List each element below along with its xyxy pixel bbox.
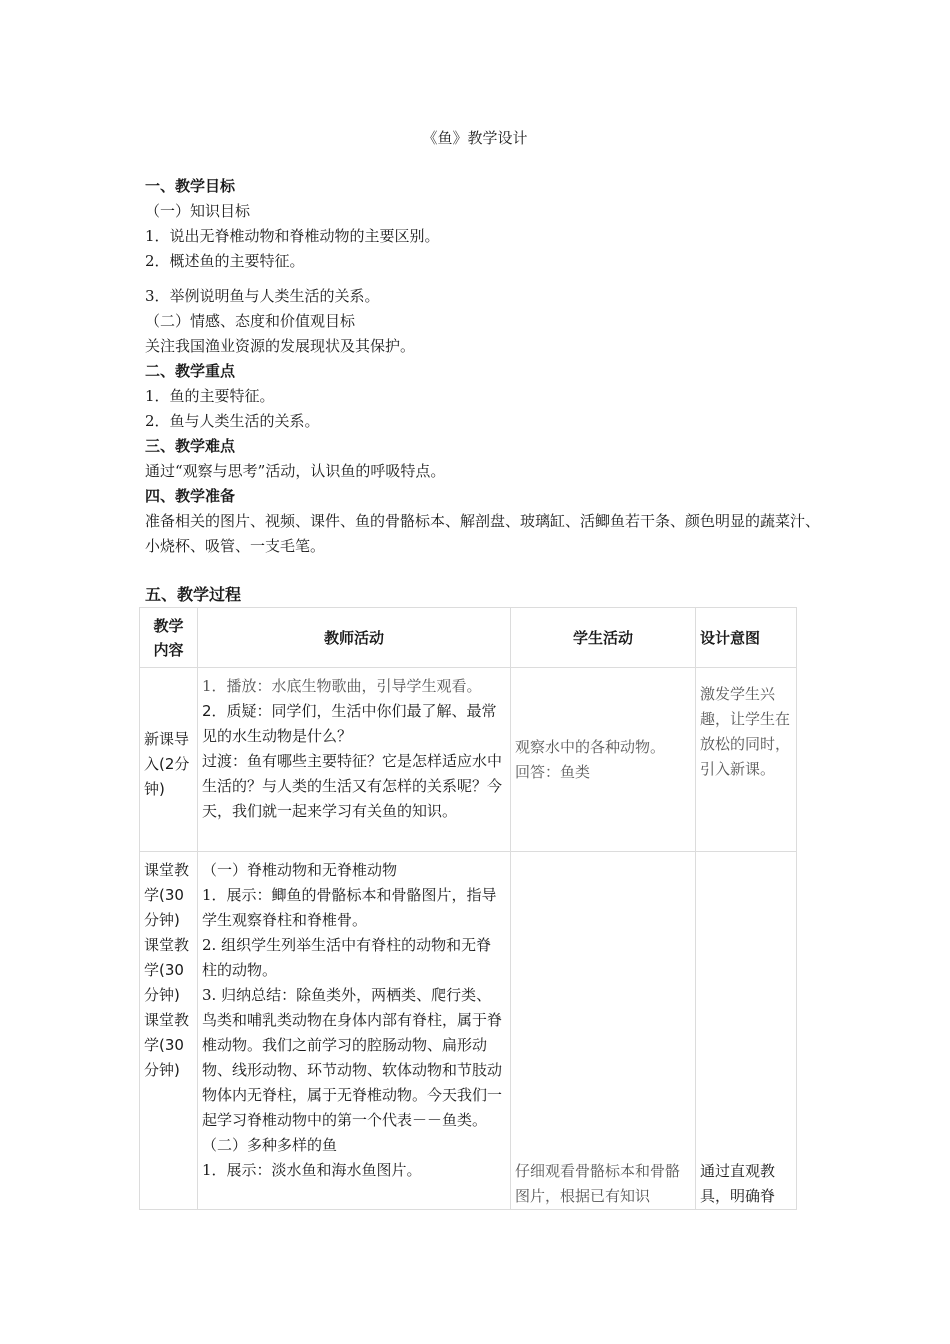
- cell-student: [511, 852, 696, 1210]
- section-heading-difficulty: 三、教学难点: [145, 437, 236, 455]
- content-text: 新课导入(2分钟): [144, 730, 190, 798]
- teacher-step: 过渡：鱼有哪些主要特征？它是怎样适应水中生活的？与人类的生活又有怎样的关系呢？今天，我们就一起来学习有关鱼的知识。: [202, 752, 503, 820]
- table-row: [140, 668, 797, 852]
- objective-item: 3．举例说明鱼与人类生活的关系。: [145, 287, 380, 305]
- lesson-process-table: [139, 607, 797, 1210]
- teacher-step: 2. 组织学生列举生活中有脊柱的动物和无脊柱的动物。: [202, 936, 492, 979]
- objective-item: 1．说出无脊椎动物和脊椎动物的主要区别。: [145, 227, 440, 245]
- teacher-step: 1．展示：淡水鱼和海水鱼图片。: [202, 1161, 422, 1179]
- header-design-intent: 设计意图: [696, 608, 797, 668]
- section-heading-process: 五、教学过程: [145, 585, 242, 604]
- cell-teacher: [198, 668, 511, 852]
- key-point-item: 2．鱼与人类生活的关系。: [145, 412, 320, 430]
- difficulty-text: 通过“观察与思考”活动，认识鱼的呼吸特点。: [145, 462, 446, 480]
- teacher-step: 2．质疑：同学们，生活中你们最了解、最常见的水生动物是什么？: [202, 702, 497, 745]
- teacher-step: （二）多种多样的鱼: [202, 1136, 338, 1154]
- attitude-text: 关注我国渔业资源的发展现状及其保护。: [145, 337, 416, 355]
- cell-intent: [696, 668, 797, 852]
- header-teacher-activity: 教师活动: [198, 608, 511, 668]
- teacher-step: （一）脊椎动物和无脊椎动物: [202, 861, 398, 879]
- section-heading-objectives: 一、教学目标: [145, 177, 236, 195]
- section-heading-preparation: 四、教学准备: [145, 487, 236, 505]
- key-point-item: 1．鱼的主要特征。: [145, 387, 275, 405]
- subheading-attitude: （二）情感、态度和价值观目标: [145, 312, 356, 330]
- cell-teacher: [198, 852, 511, 1210]
- student-step: 观察水中的各种动物。: [515, 737, 666, 756]
- content-text: 课堂教学(30分钟)课堂教学(30分钟)课堂教学(30分钟): [144, 861, 190, 1079]
- table-row: [140, 852, 797, 1210]
- teacher-step: 1．播放：水底生物歌曲，引导学生观看。: [202, 677, 482, 695]
- section-heading-key-points: 二、教学重点: [145, 362, 236, 380]
- header-student-activity: 学生活动: [511, 608, 696, 668]
- student-step: 回答：鱼类: [515, 762, 591, 781]
- cell-content: [140, 668, 198, 852]
- intent-text: 通过直观教具，明确脊: [700, 1162, 776, 1205]
- document-body: [145, 174, 825, 559]
- objective-item: 2．概述鱼的主要特征。: [145, 252, 305, 270]
- header-content: 教学内容: [140, 608, 198, 668]
- cell-content: [140, 852, 198, 1210]
- subheading-knowledge: （一）知识目标: [145, 202, 251, 220]
- intent-text: 激发学生兴趣，让学生在放松的同时，引入新课。: [700, 685, 791, 778]
- teacher-step: 1．展示：鲫鱼的骨骼标本和骨骼图片，指导学生观察脊柱和脊椎骨。: [202, 886, 497, 929]
- table-header-row: [140, 608, 797, 668]
- student-step: 仔细观看骨骼标本和骨骼图片，根据已有知识: [515, 1162, 681, 1205]
- preparation-text: 准备相关的图片、视频、课件、鱼的骨骼标本、解剖盘、玻璃缸、活鲫鱼若干条、颜色明显的蔬菜汁、小烧杯、吸管、一支毛笔。: [145, 512, 821, 555]
- cell-intent: [696, 852, 797, 1210]
- document-title: 《鱼》教学设计: [422, 129, 528, 147]
- cell-student: [511, 668, 696, 852]
- teacher-step: 3. 归纳总结：除鱼类外，两栖类、爬行类、鸟类和哺乳类动物在身体内部有脊柱，属于脊椎动物。我们之前学习的腔肠动物、扁形动物、线形动物、环节动物、软体动物和节肢动物体内无脊柱，属于无脊椎动物。今天我们一起学习脊椎动物中的第一个代表－－鱼类。: [202, 986, 503, 1129]
